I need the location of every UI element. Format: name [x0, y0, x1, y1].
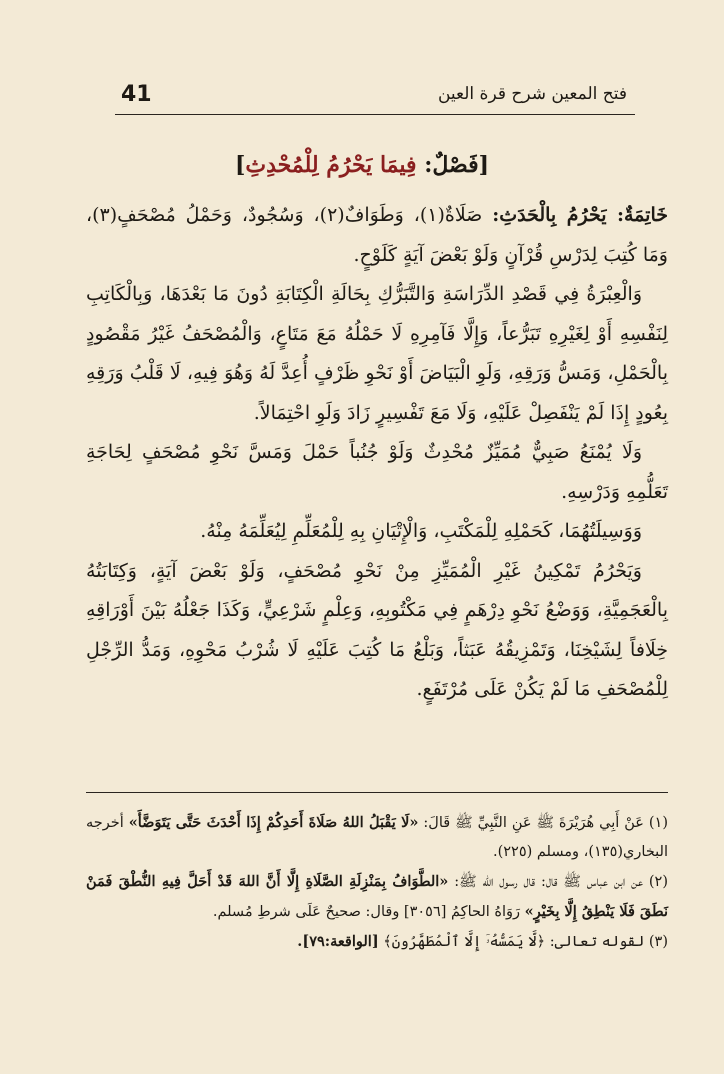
section-title: فِيمَا يَحْرُمُ لِلْمُحْدِثِ	[245, 152, 417, 178]
footnote-2-source: رَوَاهُ الحاكِمُ [٣٠٥٦] وقال: صحيحٌ عَلَى شرطِ مُسلم.	[212, 904, 521, 920]
bracket-open: [	[478, 152, 490, 178]
footnote-3-intro: (٣) لقوله تعالى:	[549, 934, 668, 950]
book-title: فتح المعين شرح قرة العين	[437, 84, 627, 104]
section-heading	[200, 152, 524, 178]
footnote-1-source: أخرجه البخاري(١٣٥)، ومسلم (٢٢٥).	[86, 815, 668, 860]
footnote-2-quote: «الطَّوَافُ بِمَنْزِلَةِ الصَّلَاةِ إِلَّا أَنَّ اللهَ قَدْ أَحَلَّ فِيهِ النُّطْقَ فَمَنْ نَطَقَ فَلَا يَنْطِقُ إِلَّا بِخَيْرٍ»	[86, 873, 668, 920]
paragraph-1-text: صَلَاةٌ(١)، وَطَوَافٌ(٢)، وَسُجُودٌ، وَحَمْلُ مُصْحَفٍ(٣)، وَمَا كُتِبَ لِدَرْسِ قُرْآنٍ وَلَوْ بَعْضَ آيَةٍ كَلَوْحٍ.	[86, 204, 668, 266]
paragraph-1-lead: خَاتِمَةٌ: يَحْرُمُ بِالْحَدَثِ:	[492, 204, 668, 226]
page-number: 41	[121, 82, 152, 107]
footnote-2-intro: (٢) عن ابن عباس ﷺ قال: قال رسول الله ﷺ:	[454, 874, 668, 890]
bracket-close: ]	[234, 152, 246, 178]
footnote-1-quote: «لَا يَقْبَلُ اللهُ صَلَاةَ أَحَدِكُمْ إِذَا أَحْدَثَ حَتَّى يَتَوَضَّأَ»	[128, 814, 419, 831]
footnote-3-source: [الواقعة:٧٩].	[297, 933, 379, 950]
footnote-3-quote: ﴿لَّا يَمَسُّهُۥٓ إِلَّا ٱلْمُطَهَّرُونَ﴾	[383, 934, 546, 950]
footnotes	[86, 808, 668, 957]
paragraph-4: وَوَسِيلَتُهُمَا، كَحَمْلِهِ لِلْمَكْتَبِ، وَالْإِتْيَانِ بِهِ لِلْمُعَلِّمِ لِيُعَلِّمَهُ مِنْهُ.	[200, 520, 642, 542]
paragraph-2: وَالْعِبْرَةُ فِي قَصْدِ الدِّرَاسَةِ وَالتَّبَرُّكِ بِحَالَةِ الْكِتَابَةِ دُونَ مَا بَعْدَهَا، وَبِالْكَاتِبِ لِنَفْسِهِ أَوْ لِغَيْرِهِ تَبَرُّعاً، وَإِلَّا فَآمِرِهِ لَا حَمْلُهُ مَعَ مَتَاعٍ، وَالْمُصْحَفُ غَيْرُ مَقْصُودٍ بِالْحَمْلِ، وَمَسُّ وَرَقِهِ، وَلَوِ الْبَيَاضَ أَوْ نَحْوِ ظَرْفٍ أُعِدَّ لَهُ وَهُوَ فِيهِ، لَا قَلْبُ وَرَقِهِ بِعُودٍ إِذَا لَمْ يَنْفَصِلْ عَلَيْهِ، وَلَا مَعَ تَفْسِيرٍ زَادَ وَلَوِ احْتِمَالاً.	[86, 283, 668, 424]
paragraph-1	[86, 196, 668, 275]
main-text	[86, 196, 668, 710]
paragraph-3: وَلَا يُمْنَعُ صَبِيٌّ مُمَيِّزٌ مُحْدِثٌ وَلَوْ جُنُباً حَمْلَ وَمَسَّ نَحْوِ مُصْحَفٍ لِحَاجَةِ تَعَلُّمِهِ وَدَرْسِهِ.	[86, 441, 668, 503]
page-header	[115, 80, 635, 115]
footnote-3	[86, 927, 668, 957]
footnote-1-intro: (١) عَنْ أَبِي هُرَيْرَةَ ﷺ عَنِ النَّبِيِّ ﷺ قَالَ:	[423, 815, 668, 831]
footnote-2	[86, 867, 668, 927]
footnote-1	[86, 808, 668, 867]
section-label: فَصْلٌ:	[424, 152, 479, 178]
footnote-divider	[86, 792, 668, 793]
paragraph-5: وَيَحْرُمُ تَمْكِينُ غَيْرِ الْمُمَيِّزِ مِنْ نَحْوِ مُصْحَفٍ، وَلَوْ بَعْضَ آيَةٍ، وَكِتَابَتُهُ بِالْعَجَمِيَّةِ، وَوَضْعُ نَحْوِ دِرْهَمٍ فِي مَكْتُوبِهِ، وَعِلْمٍ شَرْعِيٍّ، وَكَذَا جَعْلُهُ بَيْنَ أَوْرَاقِهِ خِلَافاً لِشَيْخِنَا، وَتَمْزِيقُهُ عَبَثاً، وَبَلْعُ مَا كُتِبَ عَلَيْهِ لَا شُرْبُ مَحْوِهِ، وَمَدُّ الرِّجْلِ لِلْمُصْحَفِ مَا لَمْ يَكُنْ عَلَى مُرْتَفَعٍ.	[86, 559, 668, 700]
